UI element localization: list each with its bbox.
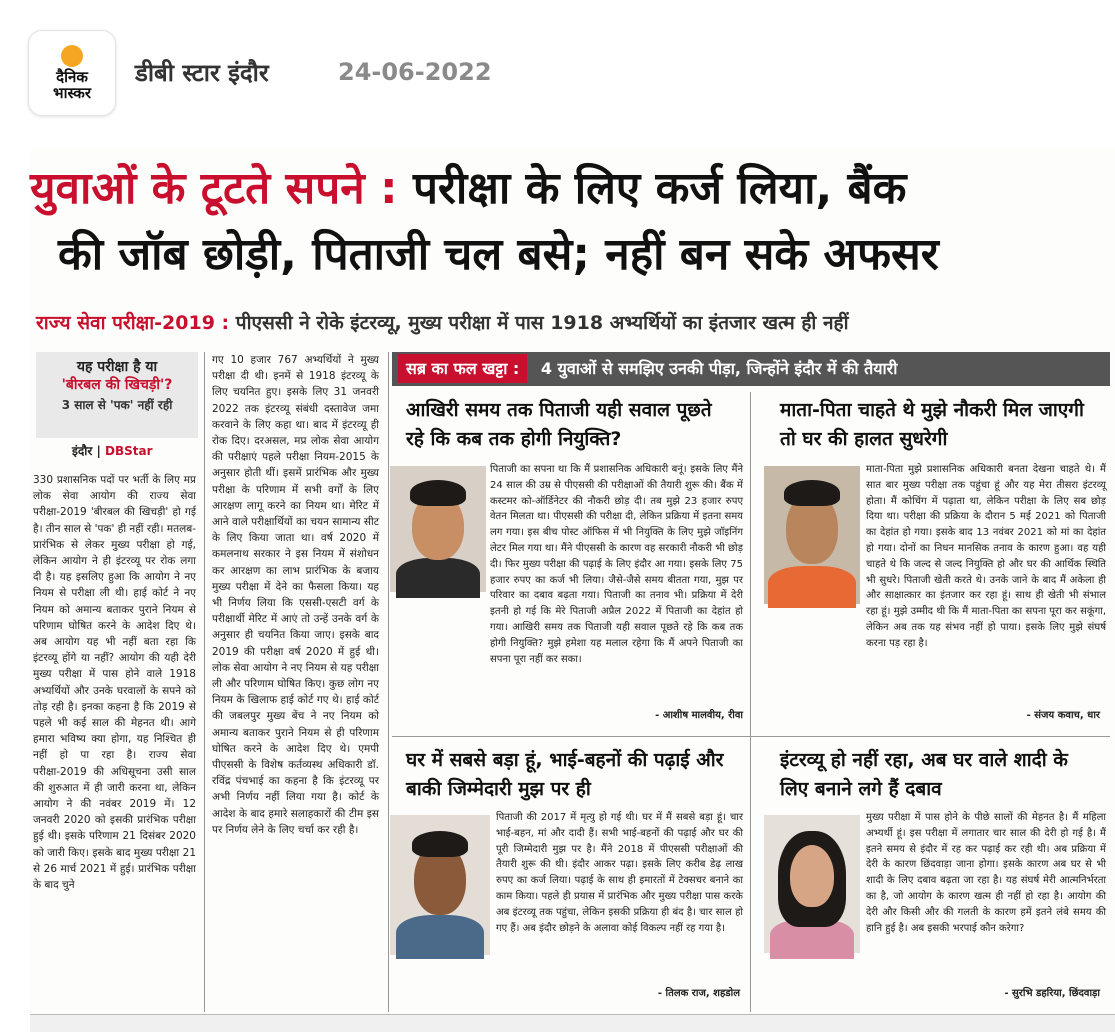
section-band-tag: सब्र का फल खट्टा : xyxy=(398,354,527,383)
story1-author: - आशीष मालवीय, रीवा xyxy=(655,710,743,721)
story-divider-horizontal xyxy=(392,736,1110,737)
story1-headline: आखिरी समय तक पिताजी यही सवाल पूछते रहे कि कब तक होगी नियुक्ति? xyxy=(406,399,712,450)
story2-headline: माता-पिता चाहते थे मुझे नौकरी मिल जाएगी तो घर की हालत सुधरेगी xyxy=(780,399,1084,450)
dateline-city: इंदौर xyxy=(72,444,93,458)
section-band xyxy=(392,352,1110,386)
story2-text: माता-पिता मुझे प्रशासनिक अधिकारी बनता देखना चाहते थे। मैं सात बार मुख्य परीक्षा तक पहुंचा हूं और यह मेरा तीसरा इंटरव्यू होता। मैं कोचिंग में पढ़ाता था, लेकिन परीक्षा के लिए सब छोड़ दिया था। परीक्षा की प्रक्रिया के दौरान 5 मई 2021 को पिताजी का देहांत हो गया। इसके बाद 13 नवंबर 2021 को मां का देहांत हो गया। दोनों का निधन मानसिक तनाव के कारण हुआ। वह यही चाहते थे कि जल्द से जल्द नियुक्ति हो और घर की आर्थिक स्थिति भी सुधरे। पिताजी खेती करते थे। उनके जाने के बाद मैं अकेला ही और साक्षात्कार का इंतजार कर रहा हूं। साथ ही खेती भी संभाल रहा हूं। मुझे उम्मीद थी कि मैं माता-पिता का सपना पूरा कर सकूंगा, लेकिन अब तक यह संभव नहीं हो पाया। इसके लिए मुझे संघर्ष करना पड़ रहा है। xyxy=(866,464,1106,649)
section-band-text: 4 युवाओं से समझिए उनकी पीड़ा, जिन्होंने इंदौर में की तैयारी xyxy=(540,359,898,378)
column-divider xyxy=(388,352,389,1012)
subheadline-label: राज्य सेवा परीक्षा-2019 : xyxy=(36,312,230,334)
edition-date: 24-06-2022 xyxy=(338,58,492,86)
story4-photo xyxy=(764,815,860,953)
subheadline xyxy=(36,308,1106,338)
story3-author: - तिलक राज, शहडोल xyxy=(657,988,740,999)
side-box xyxy=(36,352,198,438)
main-story-column1: 330 प्रशासनिक पदों पर भर्ती के लिए मप्र लोक सेवा आयोग की राज्य सेवा परीक्षा-2019 'बीरबल की खिचड़ी' हो गई है। तीन साल से 'पक' ही नहीं रही। मतलब- प्रारंभिक से लेकर मुख्य परीक्षा हो गई, लेकिन आयोग ने ही इंटरव्यू पर रोक लगा दी है। यह इसलिए हुआ कि आयोग ने नए नियम से परीक्षा ली थी। हाई कोर्ट ने नए नियम को अमान्य बताकर पुराने नियम से परिणाम घोषित करने के आदेश दिए थे। अब आयोग यह भी नहीं बता रहा कि इंटरव्यू होंगे या नहीं? आयोग की यही देरी मुख्य परीक्षा में पास होने वाले 1918 अभ्यर्थियों और उनके घरवालों के सपने को तोड़ रही है। इनका कहना है कि 2019 से पहले भी कई साल की मेहनत थी। आगे हमारा भविष्य क्या होगा, यह निश्चित ही नहीं हो पा रहा है। राज्य सेवा परीक्षा-2019 की अधिसूचना उसी साल की शुरुआत में ही जारी करना था, लेकिन आयोग ने की नवंबर 2019 में। 12 जनवरी 2020 को इसकी प्रारंभिक परीक्षा हुई थी। इसके परिणाम 21 दिसंबर 2020 को जारी किए। इसके बाद मुख्य परीक्षा 21 से 26 मार्च 2021 में हुई। प्रारंभिक परीक्षा के बाद चुने xyxy=(33,474,196,892)
story-divider-vertical xyxy=(750,392,751,1012)
app-header xyxy=(0,0,1115,140)
side-box-line3: 3 साल से 'पक' नहीं रही xyxy=(61,398,173,412)
story1-photo xyxy=(390,466,486,592)
dainik-bhaskar-logo[interactable] xyxy=(28,30,116,116)
story3-text: पिताजी की 2017 में मृत्यु हो गई थी। घर में मैं सबसे बड़ा हूं। चार भाई-बहन, मां और दादी हैं। सभी भाई-बहनों की पढ़ाई और घर की पूरी जिम्मेदारी मुझ पर है। मैंने 2018 में पीएससी परीक्षाओं की तैयारी शुरू की थी। इंदौर आकर पढ़ा। इसके लिए करीब डेढ़ लाख रुपए का कर्ज लिया। पढ़ाई के साथ ही इमारतों में टेक्सचर बनाने का काम किया। पहले ही प्रयास में प्रारंभिक और मुख्य परीक्षा पास करके अब इंटरव्यू तक पहुंचा, लेकिन इसकी प्रक्रिया ही बंद है। चार साल हो गए हैं। अब इंदौर छोड़ने के अलावा कोई विकल्प नहीं रह गया है। xyxy=(496,812,743,934)
logo-text-line2: भास्कर xyxy=(53,84,91,102)
headline-black-part: परीक्षा के लिए कर्ज लिया, बैंक xyxy=(412,163,907,214)
side-box-line1: यह परीक्षा है या xyxy=(76,359,158,375)
story2-author: - संजय कवाच, धार xyxy=(1026,710,1100,721)
story3-photo xyxy=(390,815,490,955)
story1-text-bottom xyxy=(406,612,743,708)
main-story-column2: गए 10 हजार 767 अभ्यर्थियों ने मुख्य परीक्षा दी थी। इनमें से 1918 इंटरव्यू के लिए चयनित हुए। इसके लिए 31 जनवरी 2022 तक इंटरव्यू संबंधी दस्तावेज जमा करवाने के लिए कहा था। बाद में इंटरव्यू ही रोक दिए। दरअसल, मप्र लोक सेवा आयोग की परीक्षाएं पहले परीक्षा नियम-2015 के अनुसार होती थीं। इसमें प्रारंभिक और मुख्य परीक्षा के परिणाम में सभी वर्गों के लिए आरक्षण लागू करने का नियम था। मेरिट में आने वाले परीक्षार्थियों का चयन सामान्य सीट के लिए किया जाता था। वर्ष 2020 में कमलनाथ सरकार ने इस नियम में संशोधन कर आरक्षण का लाभ प्रारंभिक के बजाय मुख्य परीक्षा में देने का फैसला किया। यह भी निर्णय लिया कि एससी-एसटी वर्ग के परीक्षार्थी मेरिट में आएं तो उन्हें उनके वर्ग के अनुसार ही चयनित किया जाए। इसके बाद 2019 की परीक्षा वर्ष 2020 में हुई थी। लोक सेवा आयोग ने नए नियम से यह परीक्षा ली और परिणाम घोषित किए। कुछ लोग नए नियम के खिलाफ हाई कोर्ट गए थे। हाई कोर्ट की जबलपुर मुख्य बेंच ने नए नियम को अमान्य बताकर पुराने नियम से ही परिणाम घोषित करने के आदेश दिए थे। एमपी पीएससी के विशेष कर्तव्यस्थ अधिकारी डॉ. रविंद्र पंचभाई का कहना है कि इंटरव्यू पर अभी निर्णय नहीं लिया गया है। कोर्ट के आदेश के बाद हमारे सलाहकारों की टीम इस पर निर्णय लेने के लिए चर्चा कर रही है। xyxy=(212,354,379,836)
story4-author: - सुरभि डहरिया, छिंदवाड़ा xyxy=(1004,988,1100,999)
dateline-brand: DBStar xyxy=(105,444,153,458)
column-divider xyxy=(204,352,205,1012)
side-box-line2: 'बीरबल की खिचड़ी'? xyxy=(61,377,173,393)
headline-line1 xyxy=(30,158,1090,220)
logo-text-line1: दैनिक xyxy=(56,68,88,86)
page-footer-strip xyxy=(30,1014,1115,1032)
story2-photo xyxy=(764,466,860,604)
story3-headline: घर में सबसे बड़ा हूं, भाई-बहनों की पढ़ाई और बाकी जिम्मेदारी मुझ पर ही xyxy=(406,749,724,800)
headline-line2: की जॉब छोड़ी, पिताजी चल बसे; नहीं बन सके अफसर xyxy=(58,229,939,280)
dateline: इंदौर | DBStar xyxy=(72,444,153,458)
edition-title: डीबी स्टार इंदौर xyxy=(135,59,269,87)
sun-icon xyxy=(61,45,83,67)
subheadline-text: पीएससी ने रोके इंटरव्यू, मुख्य परीक्षा में पास 1918 अभ्यर्थियों का इंतजार खत्म ही नहीं xyxy=(235,312,849,334)
headline-red-part: युवाओं के टूटते सपने : xyxy=(30,163,398,214)
story1-text-top: पिताजी का सपना था कि मैं प्रशासनिक अधिकारी बनूं। इसके लिए मैंने 24 साल की उम्र से पीएससी की परीक्षाओं की तैयारी शुरू की। बैंक में कस्टमर को-ऑर्डिनेटर की नौकरी छोड़ दी। तब मुझे 23 हजार रुपए वेतन मिलता था। पीएससी की परीक्षा दी, लेकिन प्रक्रिया में इतना समय लग गया। इस बीच पोस्ट ऑफिस में भी नियुक्ति के लिए मुझे जॉइनिंग लेटर मिल गया था। मैंने पीएससी के कारण वह सरकारी नौकरी भी छोड़ दी। फिर मुख्य परीक्षा की पढ़ाई के लिए इंदौर आ गया। इसके लिए 75 हजार रुपए का कर्ज भी लिया। जैसे-जैसे समय बीतता गया, मुझ पर परिवार का दबाव बढ़ता गया। पिताजी का तनाव भी। प्रक्रिया में देरी इतनी हो गई कि मेरे पिताजी अप्रैल 2022 में पिताजी का देहांत हो गया। आखिरी समय तक पिताजी यही सवाल पूछते रहे कि कब तक होगी नियुक्ति? मुझे हमेशा यह मलाल रहेगा कि मैं अपने पिताजी का सपना पूरा नहीं कर सका। xyxy=(490,464,743,665)
story4-headline: इंटरव्यू हो नहीं रहा, अब घर वाले शादी के लिए बनाने लगे हैं दबाव xyxy=(780,749,1068,800)
story4-text: मुख्य परीक्षा में पास होने के पीछे सालों की मेहनत है। मैं महिला अभ्यर्थी हूं। इस परीक्षा में लगातार चार साल की देरी हो गई है। मैं इतने समय से इंदौर में रह कर पढ़ाई कर रही थी। अब प्रक्रिया में देरी के कारण छिंदवाड़ा जाना होगा। इसके कारण अब घर से भी शादी के लिए दबाव बढ़ता जा रहा है। यह संघर्ष मेरी आत्मनिर्भरता का है, जो आयोग के कारण खत्म ही नहीं हो रहा है। आयोग की देरी और किसी और की गलती के कारण हमें इतने लंबे समय की हानि हुई है। अब इसकी भरपाई कौन करेगा? xyxy=(866,812,1106,934)
